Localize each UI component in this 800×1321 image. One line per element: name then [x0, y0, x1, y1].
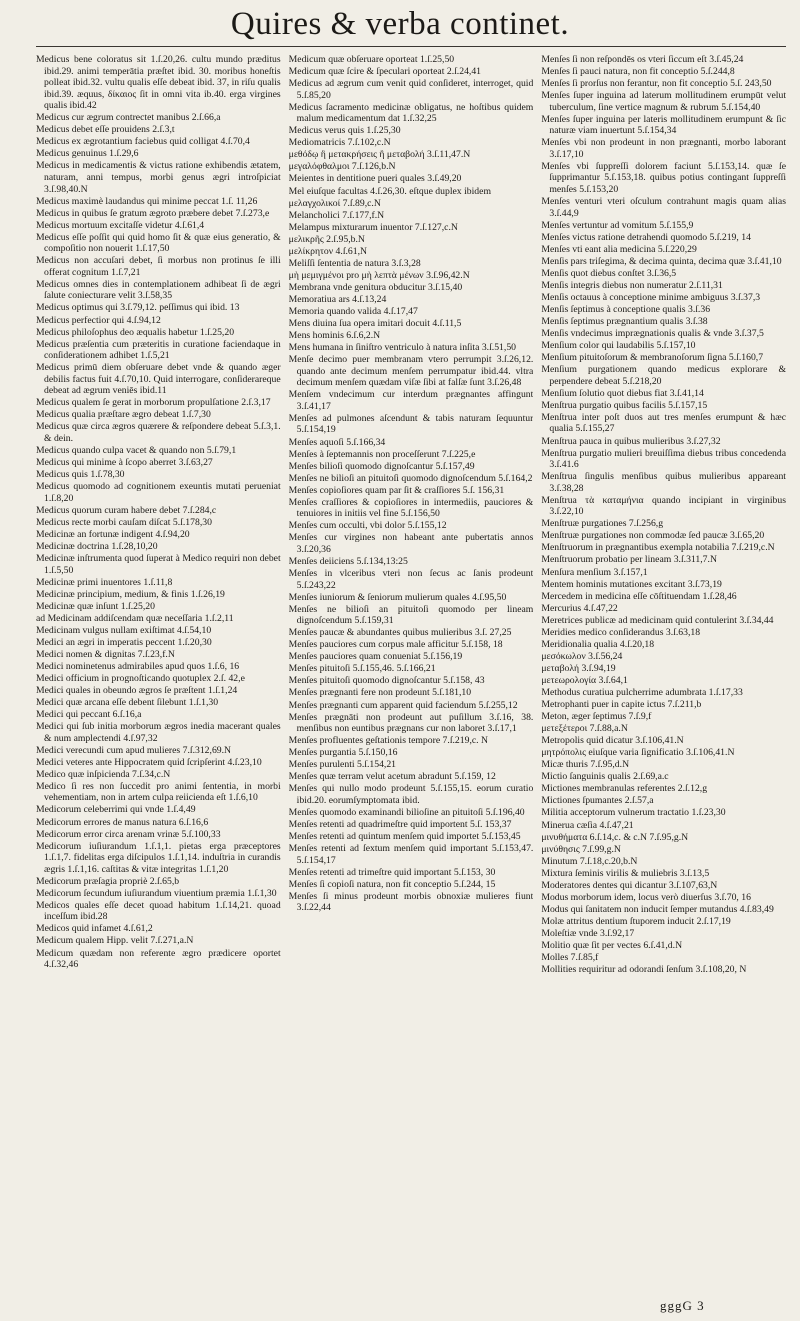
index-entry: Menſes prægnāti non prodeunt aut puſillum 3.ſ.16, 38. menſibus non euntibus prægnans cur non laboret 3.ſ.17,1: [288, 711, 534, 735]
index-entry: Menſes deiiciens 5.ſ.134,13:25: [288, 555, 408, 567]
index-entry: Menſes ſi copioſi natura, non fit conceptio 5.ſ.244, 15: [288, 878, 496, 890]
index-entry: Menſes prægnanti fere non prodeunt 5.ſ.181,10: [288, 687, 472, 699]
index-entry: Medicus philoſophus deo æqualis habetur 1.ſ.25,20: [36, 326, 235, 338]
index-entry: Menſis ſeptimus à conceptione qualis 3.ſ.36: [541, 303, 711, 315]
index-entry: Menſes in vlceribus vteri non ſecus ac ſanis prodeunt 5.ſ.243,22: [288, 568, 534, 591]
index-entry: Menſium color qui laudabilis 5.ſ.157,10: [541, 340, 696, 352]
index-entry: Menſem vndecimum cur interdum prægnantes affingunt 3.ſ.41,17: [288, 389, 534, 412]
index-entry: Menſium ſolutio quot diebus fiat 3.ſ.41,14: [541, 387, 704, 399]
index-entry: Menſtrua purgatio mulieri breuiſſima diebus tribus concedenda 3.ſ.41.6: [541, 447, 786, 471]
index-entry: Menſes purgantia 5.ſ.150,16: [288, 747, 398, 759]
index-entry: Menſes profluentes geſtationis tempore 7.ſ.219,c. N: [288, 735, 489, 747]
index-entry: Medicus quomodo ad cognitionem exeuntis mutati perueniat 1.ſ.8,20: [36, 481, 281, 504]
index-entry: Membrana vnde genitura obducitur 3.ſ.15,40: [288, 281, 463, 293]
index-entry: Menſes venturi vteri oſculum contrahunt magis quam alias 3.ſ.44,9: [541, 196, 786, 219]
index-entry: Menſtruorum probatio per lineam 3.ſ.311,7.N: [541, 554, 717, 566]
index-entry: μετεωρολογία 3.ſ.64,1: [541, 674, 628, 686]
index-entry: Medicus quando culpa vacet & quando non 5.ſ.79,1: [36, 445, 237, 457]
index-entry: Menſes qui nullo modo prodeunt 5.ſ.155,15. eorum curatio ibid.20. eorumſymptomata ibid.: [288, 783, 534, 806]
index-columns: [36, 54, 786, 1296]
index-entry: Medici an ægri in imperatis peccent 1.ſ.20,30: [36, 636, 212, 648]
index-entry: Medicus perfectior qui 4.ſ.94,12: [36, 314, 161, 326]
index-entry: Medicus qualia præſtare ægro debeat 1.ſ.7,30: [36, 409, 211, 421]
index-entry: Menſes vbi ſuppreſſi dolorem faciunt 5.ſ.153,14. quæ ſe ſupprimantur 5.ſ.153,18. quibus potius contingant ſuppreſſi menſes 5.ſ.153,20: [541, 160, 786, 196]
index-entry: ad Medicinam addiſcendam quæ neceſſaria 1.ſ.2,11: [36, 612, 234, 624]
index-entry: Moleſtiæ vnde 3.ſ.92,17: [541, 927, 635, 939]
index-entry: Menſes craſſiores & copioſiores in intermediis, pauciores & tenuiores in initiis vel fine 5.ſ.156,50: [288, 496, 534, 520]
index-entry: Menſes ſuper inguina ad laterum mollitudinem erumpūt velut tuberculum, ſine vertice magnum & rubrum 5.ſ.154,40: [541, 90, 786, 113]
index-entry: Menſura menſium 3.ſ.157,1: [541, 566, 648, 578]
index-entry: Menſes pauciores cum corpus male afficitur 5.ſ.158, 18: [288, 639, 503, 651]
index-entry: Meretrices publicæ ad medicinam quid contulerint 3.ſ.34,44: [541, 614, 774, 626]
index-entry: μελίκρητον 4.ſ.61,N: [288, 245, 368, 257]
index-entry: Medicus debet eſſe prouidens 2.ſ.3,t: [36, 124, 175, 136]
index-entry: Mictiones membranulas referentes 2.ſ.12,g: [541, 783, 708, 795]
index-entry: Mixtura ſeminis virilis & muliebris 3.ſ.13,5: [541, 867, 710, 879]
index-entry: μεταβολή 3.ſ.94,19: [541, 662, 616, 674]
index-column-3: [541, 54, 786, 1296]
index-entry: Medicus quis 1.ſ.78,30: [36, 469, 125, 481]
index-entry: Methodus curatiua pulcherrime adumbrata 1.ſ.17,33: [541, 686, 743, 698]
index-entry: Medici nomen & dignitas 7.ſ.23,f.N: [36, 648, 175, 660]
index-entry: Medicus non accuſari debet, ſi morbus non protinus ſe illi offerat cognitum 1.ſ.7,21: [36, 255, 281, 278]
index-entry: Medicum quædam non referente ægro prædicere oportet 4.ſ.32,46: [36, 947, 281, 971]
index-entry: Medicorum errores de manus natura 6.ſ.16,6: [36, 816, 209, 828]
index-entry: Medicinæ principium, medium, & finis 1.ſ.26,19: [36, 588, 225, 600]
index-entry: Medicos quales eſſe decet quoad habitum 1.ſ.14,21. quoad inceſſum ibid.28: [36, 899, 281, 923]
index-entry: Medici verecundi cum apud mulieres 7.ſ.312,69.N: [36, 744, 232, 756]
index-entry: Medicorum iuſiurandum 1.ſ.1,1. pietas erga præceptores 1.ſ.1,7. fidelitas erga diſcipulos 1.ſ.1,14. induſtria in curandis ægris 1.ſ.1,16. caſtitas & vitæ integritas 1.ſ.1,20: [36, 840, 281, 875]
index-entry: Medicum qualem Hipp. velit 7.ſ.271,a.N: [36, 935, 194, 947]
index-entry: μινυθήματα 6.ſ.14,c. & c.N 7.ſ.95,g.N: [541, 831, 689, 843]
index-entry: Molitio quæ ſit per vectes 6.ſ.41,d.N: [541, 939, 683, 951]
index-entry: Menſes à ſeptemannis non proceſſerunt 7.ſ.225,e: [288, 448, 476, 460]
index-entry: Mollities requiritur ad odorandi ſenſum 3.ſ.108,20, N: [541, 964, 747, 976]
index-entry: Medici qui ſub initia morborum ægros inedia macerant quales & num amplectendi 4.ſ.97,32: [36, 721, 281, 744]
index-entry: Menſtrua purgatio quibus facilis 5.ſ.157,15: [541, 399, 708, 411]
index-entry: Menſis ſeptimus prægnantium qualis 3.ſ.38: [541, 316, 708, 328]
index-entry: Medicus præſentia cum præteritis in curatione faciendaque in conſiderationem adhibet 1.ſ.5,21: [36, 338, 281, 362]
index-entry: Moderatores dentes qui dicantur 3.ſ.107,63,N: [541, 879, 718, 891]
index-entry: Memoria quando valida 4.ſ.17,47: [288, 305, 418, 317]
index-entry: μεγαλόφθαλμοι 7.ſ.126,b.N: [288, 161, 396, 173]
index-column-2: [289, 54, 534, 1296]
index-entry: Menſes pituitoſi quomodo dignoſcantur 5.ſ.158, 43: [288, 675, 485, 687]
index-entry: Menſtrua ſingulis menſibus quibus mulieribus appareant 3.ſ.38,28: [541, 471, 786, 494]
index-entry: Medicum quæ ſcire & ſpeculari oporteat 2.ſ.24,41: [288, 66, 482, 78]
index-entry: Menſes pituitoſi 5.ſ.155,46. 5.ſ.166,21: [288, 663, 436, 675]
index-entry: Menſes ſi prorſus non ferantur, non fit conceptio 5.ſ. 243,50: [541, 78, 772, 90]
index-entry: Medico quæ inſpicienda 7.ſ.34,c.N: [36, 768, 171, 780]
index-entry: Medici quæ arcana eſſe debent ſilebunt 1.ſ.1,30: [36, 697, 219, 709]
index-entry: Medicorum ſecundum iuſiurandum viuentium præmia 1.ſ.1,30: [36, 887, 277, 899]
index-entry: μεθόδῳ ἢ μετακρήσεις ἢ μεταβολή 3.ſ.11,47.N: [288, 149, 471, 161]
index-entry: Medicus eſſe poſſit qui quid homo ſit & quæ eius generatio, & compoſitio non nouerit 1.ſ.17,50: [36, 231, 281, 255]
index-entry: Menſes copioſiores quam par ſit & craſſiores 5.ſ. 156,31: [288, 484, 505, 496]
index-entry: Melancholici 7.ſ.177,f.N: [288, 209, 385, 221]
index-entry: Menſes aquoſi 5.ſ.166,34: [288, 436, 386, 448]
index-entry: Menſes ne bilioſi an pituitoſi quomodo per lineam dignoſcendum 5.ſ.159,31: [288, 603, 534, 627]
index-entry: Medicum quæ obſeruare oporteat 1.ſ.25,50: [288, 54, 455, 65]
index-entry: Menſtruæ purgationes non commodæ ſed paucæ 3.ſ.65,20: [541, 530, 765, 542]
index-entry: Menſes paucæ & abundantes quibus mulieribus 3.ſ. 27,25: [288, 627, 512, 639]
index-entry: Mel eiuſque facultas 4.ſ.26,30. eſtque duplex ibidem: [288, 185, 491, 197]
index-entry: Molæ attritus dentium ſtuporem inducit 2.ſ.17,19: [541, 915, 731, 927]
index-entry: Medicus ex ægrotantium faciebus quid colligat 4.ſ.70,4: [36, 136, 250, 148]
index-entry: Menſes cur virgines non habeant ante pubertatis annos 3.ſ.20,36: [288, 532, 534, 555]
index-entry: Menſtruorum in prægnantibus exempla notabilia 7.ſ.219,c.N: [541, 542, 775, 554]
index-entry: Mens diuina ſua opera imitari docuit 4.ſ.11,5: [288, 318, 462, 330]
index-entry: Medicus verus quis 1.ſ.25,30: [288, 125, 401, 137]
index-entry: Medicorum præſagia propriè 2.ſ.65,b: [36, 875, 180, 887]
index-entry: Menſes vertuntur ad vomitum 5.ſ.155,9: [541, 219, 694, 231]
index-entry: Medicus quæ circa ægros quærere & reſpondere debeat 5.ſ.3,1. & dein.: [36, 421, 281, 444]
index-entry: Menſtrua τὰ καταμήνια quando incipiant in virginibus 3.ſ.22,10: [541, 494, 786, 518]
index-entry: Menſium pituitoſorum & membranoſorum ſigna 5.ſ.160,7: [541, 352, 764, 364]
index-entry: Menſes quomodo examinandi bilioſine an pituitoſi 5.ſ.196,40: [288, 806, 525, 818]
index-entry: μετεξέτεροι 7.ſ.88,a.N: [541, 723, 628, 735]
index-entry: Medicus ſacramento medicinæ obligatus, ne hoſtibus quidem malum medicamentum dat 1.ſ.32,25: [288, 101, 534, 125]
index-entry: Menſis pars triſegima, & decima quinta, decima quæ 3.ſ.41,10: [541, 255, 782, 267]
index-entry: Medicus maximè laudandus qui minime peccat 1.ſ. 11,26: [36, 195, 258, 207]
index-entry: Medici quales in obeundo ægros ſe præſtent 1.ſ.1,24: [36, 684, 238, 696]
index-entry: Medicus in quibus ſe gratum ægroto præbere debet 7.ſ.273,e: [36, 207, 270, 219]
index-entry: Meridies medico conſiderandus 3.ſ.63,18: [541, 626, 701, 638]
index-entry: Medicus primū diem obſeruare debet vnde & quando æger debilis factus fuit 4.ſ.70,10. Quid interrogare, conſiderareque debeat ad ægrum veniēs ibid.11: [36, 362, 281, 397]
index-entry: Menſes ſi non reſpondēs os vteri ſiccum eſt 3.ſ.45,24: [541, 54, 744, 65]
index-entry: Menſes retenti ad ſextum menſem quid important 5.ſ.153,47. 5.ſ.154,17: [288, 843, 534, 866]
index-entry: Menſes quæ terram velut acetum abradunt 5.ſ.159, 12: [288, 771, 496, 783]
index-entry: Menſis quot diebus conſtet 3.ſ.36,5: [541, 267, 677, 279]
index-entry: μητρόπολις eiuſque varia ſignificatio 3.ſ.106,41.N: [541, 747, 735, 759]
index-entry: Medici qui peccant 6.ſ.16,a: [36, 709, 142, 721]
index-entry: Menſes ſi minus prodeunt morbis obnoxiæ mulieres fiunt 3.ſ.22,44: [288, 890, 534, 914]
index-entry: Menſis vndecimus imprægnationis qualis & vnde 3.ſ.37,5: [541, 328, 764, 340]
index-entry: Medicinæ inſtrumenta quod ſuperat à Medico requiri non debet 1.ſ.5,50: [36, 552, 281, 576]
index-entry: Meliſſi ſententia de natura 3.ſ.3,28: [288, 257, 421, 269]
index-entry: Menſis integris diebus non numeratur 2.ſ.11,31: [541, 279, 723, 291]
index-entry: Medicus genuinus 1.ſ.29,6: [36, 148, 139, 160]
index-entry: Menſes retenti ad trimeſtre quid important 5.ſ.153, 30: [288, 866, 496, 878]
index-entry: Mens hominis 6.ſ.6,2.N: [288, 330, 381, 342]
index-entry: Medicus quorum curam habere debet 7.ſ.284,c: [36, 504, 217, 516]
index-entry: Mens humana in ſiniſtro ventriculo à natura inſita 3.ſ.51,50: [288, 342, 517, 354]
index-entry: Menſtrua pauca in quibus mulieribus 3.ſ.27,32: [541, 435, 721, 447]
index-entry: Menſes victus ratione detrahendi quomodo 5.ſ.219, 14: [541, 231, 751, 243]
index-entry: μινύθησις 7.ſ.99,g.N: [541, 843, 621, 855]
index-entry: Medicus recte morbi cauſam diſcat 5.ſ.178,30: [36, 516, 212, 528]
index-entry: Medici veteres ante Hippocratem quid ſcripſerint 4.ſ.23,10: [36, 756, 262, 768]
index-entry: μελαγχολικοί 7.ſ.89,c.N: [288, 197, 381, 209]
signature-mark: gggG 3: [660, 1298, 705, 1313]
index-entry: Modus qui ſanitatem non inducit ſemper mutandus 4.ſ.83,49: [541, 903, 774, 915]
index-column-1: [36, 54, 281, 1296]
index-entry: Menſes ſuper inguina per lateris mollitudinem erumpunt & ſic naturæ viam inuertunt 5.ſ.154,34: [541, 113, 786, 137]
index-entry: Menſium purgationem quando medicus explorare & perpendere debeat 5.ſ.218,20: [541, 364, 786, 387]
index-entry: Medicus omnes dies in contemplationem adhibeat ſi de ægri ſalute coniecturare velit 3.ſ.58,35: [36, 278, 281, 302]
index-entry: Medicinæ an fortunæ indigent 4.ſ.94,20: [36, 528, 190, 540]
index-entry: Menſe decimo puer membranam vtero perrumpit 3.ſ.26,12. quando ante decimum menſem perrumpatur ibid.44. vltra decimum menſem quædam viſæ ſibi at falſæ ſunt 3.ſ.26,48: [288, 354, 534, 389]
index-entry: Mercurius 4.ſ.47,22: [541, 602, 618, 614]
index-entry: Meridionalia qualia 4.ſ.20,18: [541, 638, 655, 650]
index-entry: Meton, æger ſeptimus 7.ſ.9,f: [541, 711, 652, 723]
index-entry: Mentem hominis mutationes excitant 3.ſ.73,19: [541, 578, 722, 590]
index-entry: Medicus qualem ſe gerat in morborum propulſatione 2.ſ.3,17: [36, 397, 271, 409]
index-entry: Mercedem in medicina eſſe cōſtituendam 1.ſ.28,46: [541, 590, 737, 602]
index-entry: Medicorum error circa arenam vrinæ 5.ſ.100,33: [36, 828, 221, 840]
index-entry: μελικρῆς 2.ſ.95,b.N: [288, 233, 365, 245]
index-entry: Minutum 7.ſ.18,c.20,b.N: [541, 855, 638, 867]
index-entry: Menſes ſi pauci natura, non fit conceptio 5.ſ.244,8: [541, 66, 735, 78]
index-entry: Medicus qui minime à ſcopo aberret 3.ſ.63,27: [36, 457, 213, 469]
index-entry: Menſes prægnanti cum apparent quid faciendum 5.ſ.255,12: [288, 699, 518, 711]
index-entry: Modus morborum idem, locus verò diuerſus 3.ſ.70, 16: [541, 891, 751, 903]
index-entry: Metrophanti puer in capite ictus 7.ſ.211,b: [541, 699, 702, 711]
index-entry: Medicorum celeberrimi qui vnde 1.ſ.4,49: [36, 804, 196, 816]
index-entry: Menſes vbi non prodeunt in non prægnanti, morbo laborant 3.ſ.17,10: [541, 137, 786, 160]
index-entry: Meientes in dentitione pueri quales 3.ſ.49,20: [288, 173, 462, 185]
index-entry: Medici officium in prognoſticando quotuplex 2.ſ. 42,e: [36, 672, 245, 684]
index-entry: Menſes bilioſi quomodo dignoſcantur 5.ſ.157,49: [288, 460, 475, 472]
index-entry: Medicus bene coloratus sit 1.ſ.20,26. cultu mundo præditus ibid.29. animi temperātia præſtet ibid. 30. moribus honeſtis polleat ibid.32. vultu qualis eſſe debeat ibid. 37, in riſu qualis ibid.39. æquus, δίκαιος ſit in omni vita ib.40. erga virgines qualis ibid.42: [36, 54, 281, 112]
index-entry: Menſes vti eant alia medicina 5.ſ.220,29: [541, 243, 697, 255]
index-entry: Menſes ne bilioſi an pituitoſi quomodo dignoſcendum 5.ſ.164,2: [288, 472, 533, 484]
header-rule: [36, 46, 786, 47]
index-entry: Menſes pauciores quam conueniat 5.ſ.156,19: [288, 651, 463, 663]
index-entry: Medicos quid infamet 4.ſ.61,2: [36, 923, 153, 935]
index-entry: Menſtrua inter poſt duos aut tres menſes erumpunt & hæc qualia 5.ſ.155,27: [541, 411, 786, 435]
index-entry: Menſes cum occulti, vbi dolor 5.ſ.155,12: [288, 520, 447, 532]
index-entry: Menſtruæ purgationes 7.ſ.256,g: [541, 518, 664, 530]
index-entry: Molles 7.ſ.85,f: [541, 952, 599, 964]
index-entry: Mictio ſanguinis qualis 2.ſ.69,a.c: [541, 771, 669, 783]
index-entry: Medico ſi res non ſuccedit pro animi ſententia, in morbi vehementiam, non in artem culpa reiicienda eſt 1.ſ.6,10: [36, 780, 281, 804]
index-entry: Medicus cur ægrum contrectet manibus 2.ſ.66,a: [36, 112, 221, 124]
index-entry: Medicinæ primi inuentores 1.ſ.11,8: [36, 576, 173, 588]
index-entry: Medicus optimus qui 3.ſ.79,12. peſſimus qui ibid. 13: [36, 302, 240, 314]
index-entry: Militia acceptorum vulnerum tractatio 1.ſ.23,30: [541, 807, 726, 819]
index-entry: Medicus mortuum excitaſſe videtur 4.ſ.61,4: [36, 219, 205, 231]
index-entry: Melampus mixturarum inuentor 7.ſ.127,c.N: [288, 221, 458, 233]
index-entry: μὴ μεμιγμένοι pro μὴ λεπτὰ μένων 3.ſ.96,42.N: [288, 269, 470, 281]
index-entry: Medicinæ quæ inſunt 1.ſ.25,20: [36, 600, 155, 612]
index-entry: Menſes retenti ad quadrimeſtre quid importent 5.ſ. 153,37: [288, 819, 512, 830]
index-entry: Minerua cæſia 4.ſ.47,21: [541, 819, 634, 831]
index-entry: Medici nominetenus admirabiles apud quos 1.ſ.6, 16: [36, 660, 240, 672]
index-entry: Metropolis quid dicatur 3.ſ.106,41.N: [541, 735, 684, 747]
index-entry: Medicus in medicamentis & victus ratione exhibendis ætatem, naturam, anni tempus, morbi genus ægri introſpiciat 3.ſ.98,40.N: [36, 160, 281, 195]
index-entry: Menſis octauus à conceptione minime ambiguus 3.ſ.37,3: [541, 291, 761, 303]
index-entry: μεσόκωλον 3.ſ.56,24: [541, 650, 623, 662]
index-entry: Menſes iuniorum & ſeniorum mulierum quales 4.ſ.95,50: [288, 591, 507, 603]
index-entry: Mediomatricis 7.ſ.102,c.N: [288, 137, 391, 149]
index-entry: Menſes retenti ad quintum menſem quid importet 5.ſ.153,45: [288, 831, 521, 843]
index-entry: Mictiones ſpumantes 2.ſ.57,a: [541, 795, 654, 807]
index-entry: Memoratiua ars 4.ſ.13,24: [288, 293, 387, 305]
index-entry: Medicus ad ægrum cum venit quid conſideret, interroget, quid 5.ſ.85,20: [288, 78, 534, 101]
page-title: Quires & verba continet.: [230, 6, 570, 42]
index-entry: Medicinam vulgus nullam exiſtimat 4.ſ.54,10: [36, 624, 212, 636]
index-entry: Medicinæ doctrina 1.ſ.28,10,20: [36, 540, 158, 552]
index-entry: Menſes purulenti 5.ſ.154,21: [288, 759, 397, 771]
index-entry: Micæ thuris 7.ſ.95,d.N: [541, 759, 630, 771]
index-entry: Menſes ad pulmones aſcendunt & tabis naturam ſequuntur 5.ſ.154,19: [288, 412, 534, 436]
